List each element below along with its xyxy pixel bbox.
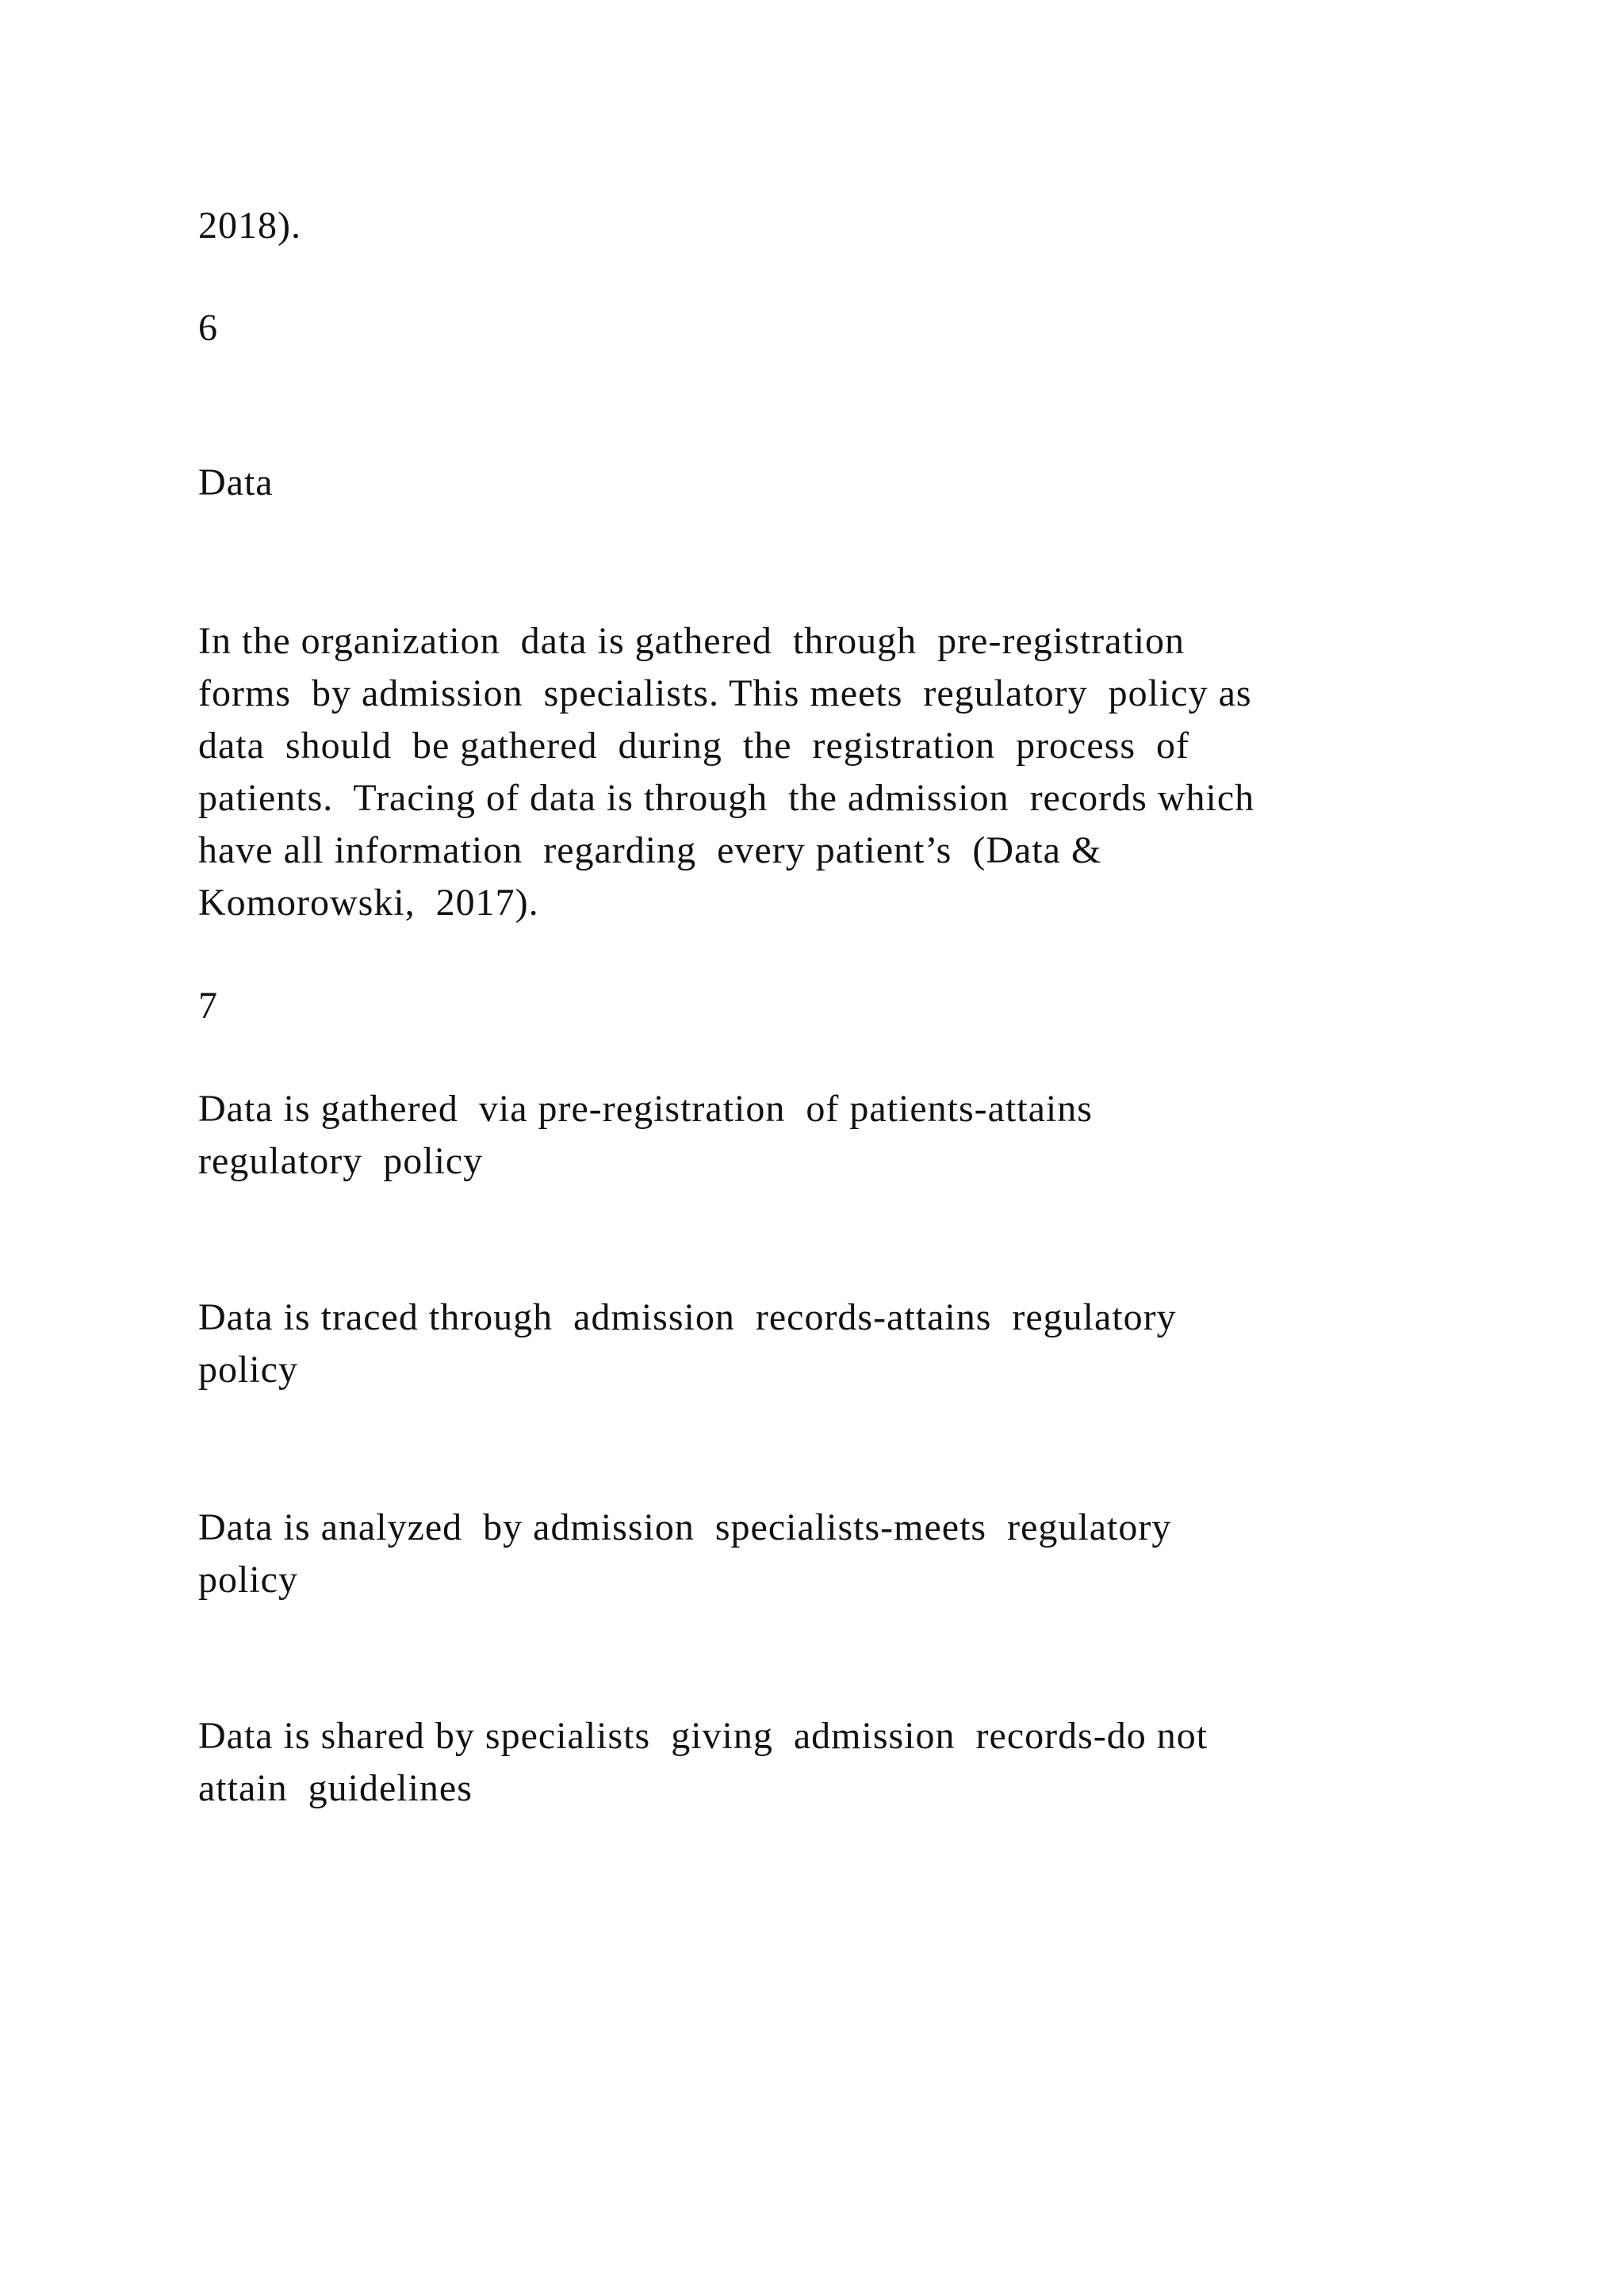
paragraph-line: have all information regarding every patient’s (Data & <box>198 829 1102 871</box>
list-item-line: policy <box>198 1559 298 1601</box>
slide-number-6: 6 <box>198 307 218 349</box>
list-item-line: Data is shared by specialists giving admission records-do not <box>198 1715 1208 1757</box>
section-heading: Data <box>198 461 274 503</box>
continuation-text: 2018). <box>198 205 301 247</box>
paragraph-line: In the organization data is gathered through pre-registration <box>198 620 1185 662</box>
paragraph-line: Komorowski, 2017). <box>198 882 539 924</box>
list-item-line: Data is gathered via pre-registration of patients-attains <box>198 1088 1093 1130</box>
list-item-line: regulatory policy <box>198 1140 484 1182</box>
list-item-line: attain guidelines <box>198 1767 473 1809</box>
list-item-line: Data is analyzed by admission specialists-meets regulatory <box>198 1506 1172 1548</box>
list-item-line: Data is traced through admission records-attains regulatory <box>198 1296 1177 1338</box>
slide-number-7: 7 <box>198 985 218 1027</box>
list-item-line: policy <box>198 1349 298 1391</box>
paragraph-line: forms by admission specialists. This meets regulatory policy as <box>198 672 1252 714</box>
paragraph-line: data should be gathered during the registration process of <box>198 725 1189 767</box>
paragraph-line: patients. Tracing of data is through the admission records which <box>198 777 1255 819</box>
